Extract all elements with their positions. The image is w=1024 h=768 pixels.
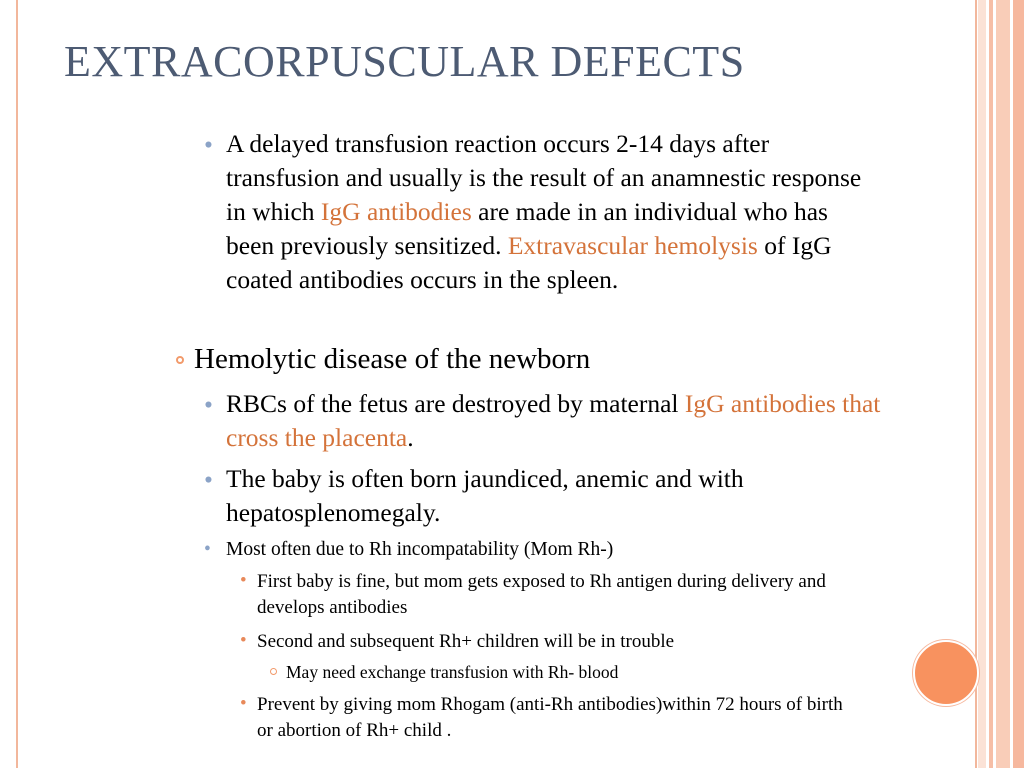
bullet-rh-incompatibility: Most often due to Rh incompatability (Mom Rh-) [226,539,614,560]
bullet-icon: • [204,130,213,159]
sub-bullet-icon: • [240,630,247,651]
sub-bullet-icon: • [240,570,247,591]
bullet-second-children: Second and subsequent Rh+ children will be in trouble [257,631,675,652]
bullet-icon: • [204,390,213,419]
bullet-rhogam: Prevent by giving mom Rhogam (anti-Rh antibodies)within 72 hours of birth or abortion of Rh+ child . [257,694,843,741]
bullet-delayed-transfusion: A delayed transfusion reaction occurs 2-14 days after transfusion and usually is the result of an anamnestic response in which IgG antibodies are made in an individual who has been previously sensitized. Extravascular hemolysis of IgG coated antibodies occurs in the spleen. [226,129,862,294]
slide-title: EXTRACORPUSCULAR DEFECTS [64,37,745,86]
bullet-baby-jaundiced: The baby is often born jaundiced, anemic and with hepatosplenomegaly. [226,464,744,527]
bullet-rbc-destroyed: RBCs of the fetus are destroyed by maternal IgG antibodies that cross the placenta. [226,389,881,452]
ring-bullet-icon [176,356,184,364]
bullet-exchange-transfusion: May need exchange transfusion with Rh- blood [286,662,619,682]
bullet-icon: • [204,539,211,560]
ring-sub-bullet-icon [270,668,277,675]
decorative-circle [913,640,979,706]
bullet-hdn-heading: Hemolytic disease of the newborn [194,343,591,375]
decorative-stripes [978,0,1024,768]
bullet-icon: • [204,465,213,494]
bullet-first-baby: First baby is fine, but mom gets exposed to Rh antigen during delivery and develops antibodies [257,571,826,618]
sub-bullet-icon: • [240,693,247,714]
